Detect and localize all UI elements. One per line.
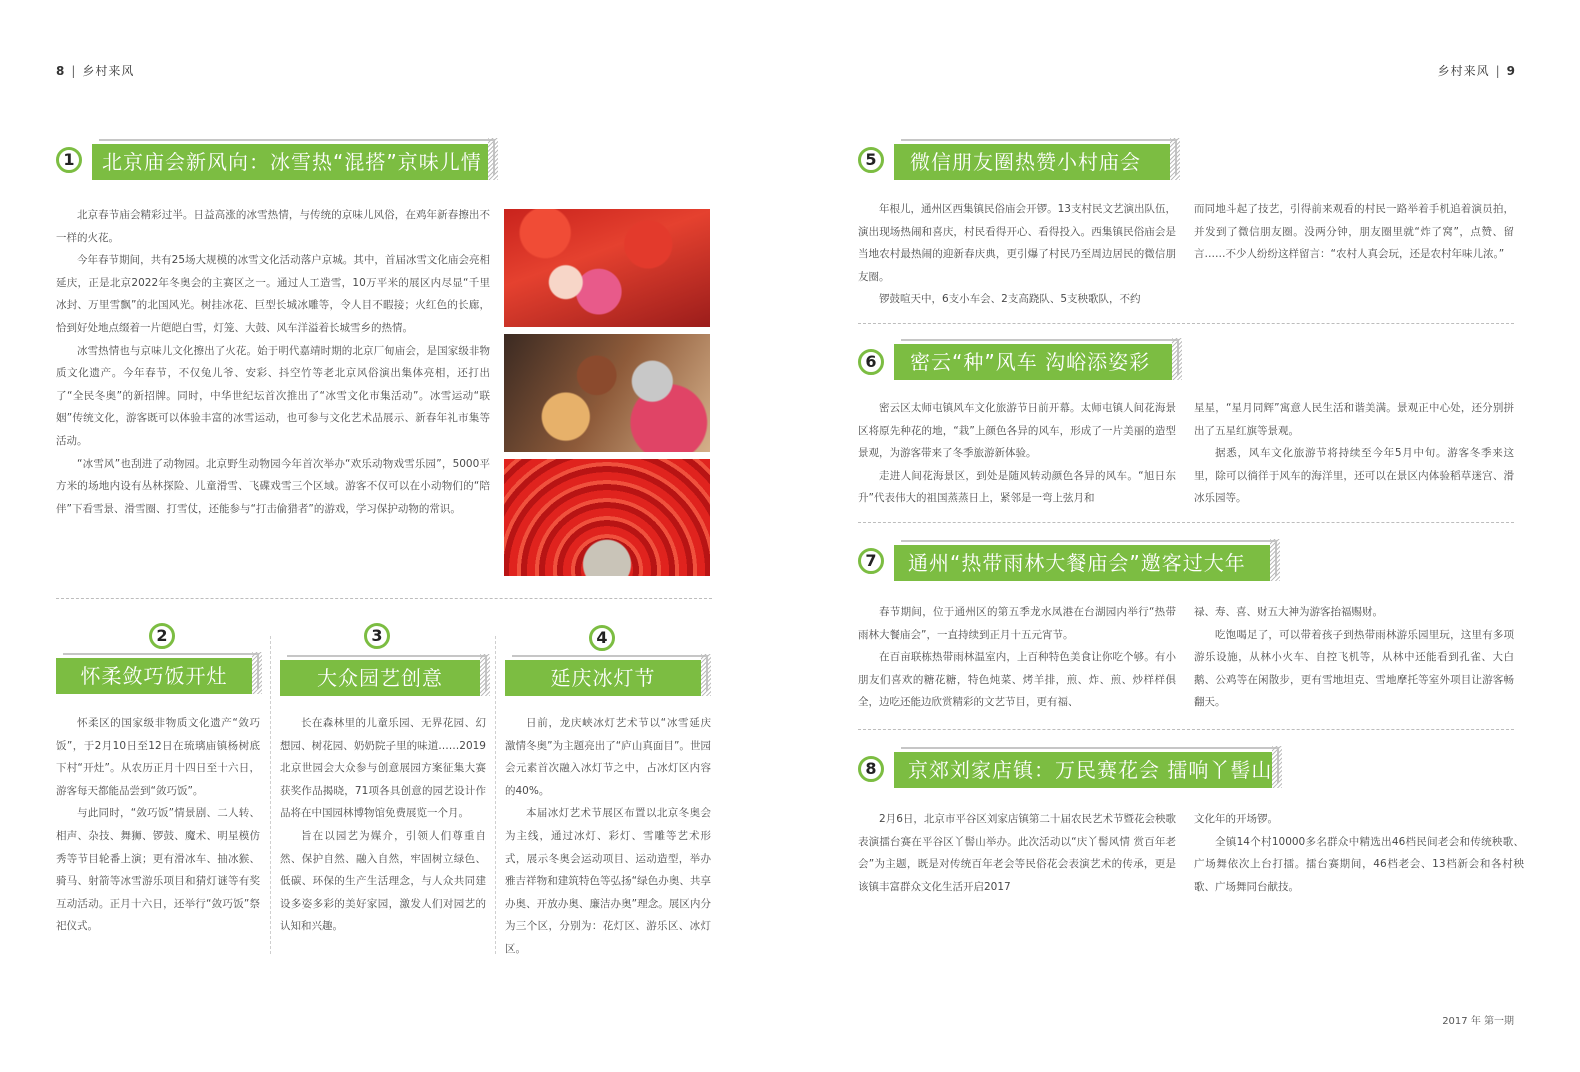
- divider: [858, 323, 1514, 324]
- section-6-col2: [1194, 397, 1514, 510]
- section-8-col2: [1194, 808, 1524, 898]
- paragraph: 密云区太师屯镇风车文化旅游节日前开幕。太师屯镇人间花海景区将原先种花的地，“栽”上颜色各异的风车，形成了一片美丽的造型景观，为游客带来了冬季旅游新体验。: [858, 402, 1176, 460]
- page-number-left: 8: [56, 64, 66, 78]
- paragraph: 怀柔区的国家级非物质文化遗产“敛巧饭”，于2月10日至12日在琉璃庙镇杨树底下村“开灶”。从农历正月十四日至十六日，游客每天都能品尝到“敛巧饭”。: [56, 717, 260, 797]
- paragraph: 走进人间花海景区，到处是随风转动颜色各异的风车。“旭日东升”代表伟大的祖国蒸蒸日上，紧邻是一弯上弦月和: [858, 469, 1176, 505]
- paragraph: 而同地斗起了技艺，引得前来观看的村民一路举着手机追着演员拍，并发到了微信朋友圈。没两分钟，朋友圈里就“炸了窝”，点赞、留言……不少人纷纷这样留言：“农村人真会玩，还是农村年味儿浓。”: [1194, 203, 1514, 261]
- paragraph: 本届冰灯艺术节展区布置以北京冬奥会为主线，通过冰灯、彩灯、雪雕等艺术形式，展示冬奥会运动项目、运动造型，举办雅吉祥物和建筑特色等弘扬“绿色办奥、共享办奥、开放办奥、廉洁办奥”理念。展区内分为三个区，分别为：花灯区、游乐区、冰灯区。: [505, 807, 711, 955]
- column-divider: [270, 636, 271, 954]
- paragraph: 春节期间，位于通州区的第五季龙水凤港在台湖园内举行“热带雨林大餐庙会”，一直持续到正月十五元宵节。: [858, 606, 1176, 641]
- section-6-col1: [858, 397, 1176, 510]
- section-2-title: 怀柔敛巧饭开灶: [56, 658, 252, 694]
- section-3-number: 3: [364, 623, 390, 649]
- column-divider: [495, 636, 496, 954]
- section-4-number: 4: [589, 625, 615, 651]
- section-6-number: 6: [858, 349, 884, 375]
- paragraph: 锣鼓喧天中，6支小车会、2支高跷队、5支秧歌队，不约: [879, 293, 1141, 306]
- section-7-number: 7: [858, 548, 884, 574]
- paragraph: 旨在以园艺为媒介，引领人们尊重自然、保护自然、融入自然，牢固树立绿色、低碳、环保的生产生活理念，与人众共同建设多姿多彩的美好家园，激发人们对园艺的认知和兴趣。: [280, 829, 486, 933]
- section-name-right: 乡村来风: [1437, 64, 1490, 78]
- paragraph: 星星，“星月同辉”寓意人民生活和谐美满。景观正中心处，还分别拼出了五星红旗等景观。: [1194, 402, 1514, 437]
- section-4-body: [505, 712, 711, 961]
- section-3-body: [280, 712, 486, 938]
- paragraph: 据悉，风车文化旅游节将持续至今年5月中旬。游客冬季来这里，除可以徜徉于风车的海洋里，还可以在景区内体验稻草迷宫、滑冰乐园等。: [1194, 447, 1514, 505]
- section-7-col2: [1194, 601, 1514, 714]
- issue-label: 2017 年 第一期: [1442, 1016, 1514, 1027]
- section-8-title: 京郊刘家店镇：万民赛花会 擂响丫髻山: [894, 752, 1272, 788]
- paragraph: 日前，龙庆峡冰灯艺术节以“冰雪延庆 激情冬奥”为主题亮出了“庐山真面目”。世园会元素首次融入冰灯节之中，占冰灯区内容的40%。: [505, 717, 711, 797]
- paragraph: 冰雪热情也与京味儿文化擦出了火花。始于明代嘉靖时期的北京厂甸庙会，是国家级非物质文化遗产。今年春节，不仅兔儿爷、安彩、抖空竹等老北京风俗演出集体亮相，还打出了“全民冬奥”的新招牌。同时，中华世纪坛首次推出了“冰雪文化市集活动”。冰雪运动“联姻”传统文化，游客既可以体验丰富的冰雪运动，也可参与文化艺术品展示、新春年礼市集等活动。: [56, 344, 490, 447]
- paragraph: 吃饱喝足了，可以带着孩子到热带雨林游乐园里玩，这里有多项游乐设施，从林小火车、自控飞机等，从林中还能看到孔雀、大白鹅、公鸡等在闲散步，更有雪地坦克、雪地摩托等室外项目让游客畅翻天。: [1194, 628, 1514, 709]
- section-2-number: 2: [149, 623, 175, 649]
- section-5-number: 5: [858, 147, 884, 173]
- section-7-col1: [858, 601, 1176, 714]
- paragraph: 禄、寿、喜、财五大神为游客抬福赐财。: [1194, 606, 1383, 618]
- photo-temple-fair-food: [504, 334, 710, 452]
- paragraph: 长在森林里的儿童乐园、无界花园、幻想园、树花园、奶奶院子里的味道……2019北京世园会大众参与创意展园方案征集大赛获奖作品揭晓，71项各具创意的园艺设计作品将在中国园林博物馆免费展览一个月。: [280, 717, 486, 820]
- paragraph: 2月6日，北京市平谷区刘家店镇第二十届农民艺术节暨花会秧歌表演擂台赛在平谷区丫髻山举办。此次活动以“庆丫髻风情 赏百年老会”为主题，既是对传统百年老会等民俗花会表演艺术的传承，更是该镇丰富群众文化生活开启2017: [858, 813, 1176, 893]
- paragraph: 年根儿，通州区西集镇民俗庙会开锣。13支村民文艺演出队伍，演出现场热闹和喜庆，村民看得开心、看得投入。西集镇民俗庙会是当地农村最热闹的迎新春庆典，更引爆了村民乃至周边居民的微信朋友圈。: [858, 203, 1176, 283]
- section-8-number: 8: [858, 756, 884, 782]
- paragraph: 文化年的开场锣。: [1194, 813, 1278, 825]
- section-6-title: 密云“种”风车 沟峪添姿彩: [894, 344, 1172, 380]
- section-8-col1: [858, 808, 1176, 898]
- photo-red-lantern-tunnel: [504, 459, 710, 576]
- section-4-title: 延庆冰灯节: [505, 660, 701, 696]
- section-5-col1: [858, 198, 1176, 311]
- section-7-title: 通州“热带雨林大餐庙会”邀客过大年: [894, 545, 1270, 581]
- paragraph: 在百亩联栋热带雨林温室内，上百种特色美食让你吃个够。有小朋友们喜欢的糖花糖，特色炖菜、烤羊排，煎、炸、煎、炒样样俱全，边吃还能边欣赏精彩的文艺节目，更有福、: [858, 651, 1176, 709]
- section-5-title: 微信朋友圈热赞小村庙会: [894, 144, 1170, 180]
- divider: [858, 729, 1514, 730]
- divider: [56, 598, 712, 599]
- divider: [858, 522, 1514, 523]
- paragraph: 全镇14个村10000多名群众中精选出46档民间老会和传统秧歌、广场舞依次上台打擂。擂台赛期间，46档老会、13档新会和各村秧歌、广场舞同台献技。: [1194, 835, 1524, 893]
- page-number-right: 9: [1506, 64, 1516, 78]
- paragraph: “冰雪风”也刮进了动物园。北京野生动物园今年首次举办“欢乐动物戏雪乐园”，5000平方米的场地内设有丛林探险、儿童滑雪、飞碟戏雪三个区域。游客不仅可以在小动物们的“陪伴”下看雪景、滑雪圈、打雪仗，还能参与“打击偷猎者”的游戏，学习保护动物的常识。: [56, 457, 490, 515]
- section-1-number: 1: [56, 147, 82, 173]
- section-1-title: 北京庙会新风向：冰雪热“混搭”京味儿情: [92, 144, 488, 180]
- section-1-body: [56, 204, 490, 520]
- paragraph: 今年春节期间，共有25场大规模的冰雪文化活动落户京城。其中，首届冰雪文化庙会亮相延庆，正是北京2022年冬奥会的主赛区之一。通过人工造雪，10万平米的展区内尽显“千里冰封、万里雪飘”的北国风光。树挂冰花、巨型长城冰雕等，令人目不暇接；火红色的长廊，恰到好处地点缀着一片皑皑白雪，灯笼、大鼓、风车洋溢着长城雪乡的热情。: [56, 254, 490, 334]
- section-2-body: [56, 712, 260, 938]
- section-name-left: 乡村来风: [82, 64, 135, 78]
- section-3-title: 大众园艺创意: [280, 660, 480, 696]
- photo-lantern-children: [504, 209, 710, 327]
- paragraph: 北京春节庙会精彩过半。日益高涨的冰雪热情，与传统的京味儿风俗，在鸡年新春擦出不一样的火花。: [56, 209, 490, 244]
- running-head-right: 乡村来风 | 9: [1437, 64, 1516, 78]
- paragraph: 与此同时，“敛巧饭”情景剧、二人转、相声、杂技、舞狮、锣鼓、魔术、明星模仿秀等节目轮番上演；更有滑冰车、抽冰猴、骑马、射箭等冰雪游乐项目和猜灯谜等有奖互动活动。正月十六日，还举行“敛巧饭”祭祀仪式。: [56, 807, 260, 933]
- running-head-left: 8 | 乡村来风: [56, 64, 135, 78]
- section-5-col2: [1194, 198, 1514, 266]
